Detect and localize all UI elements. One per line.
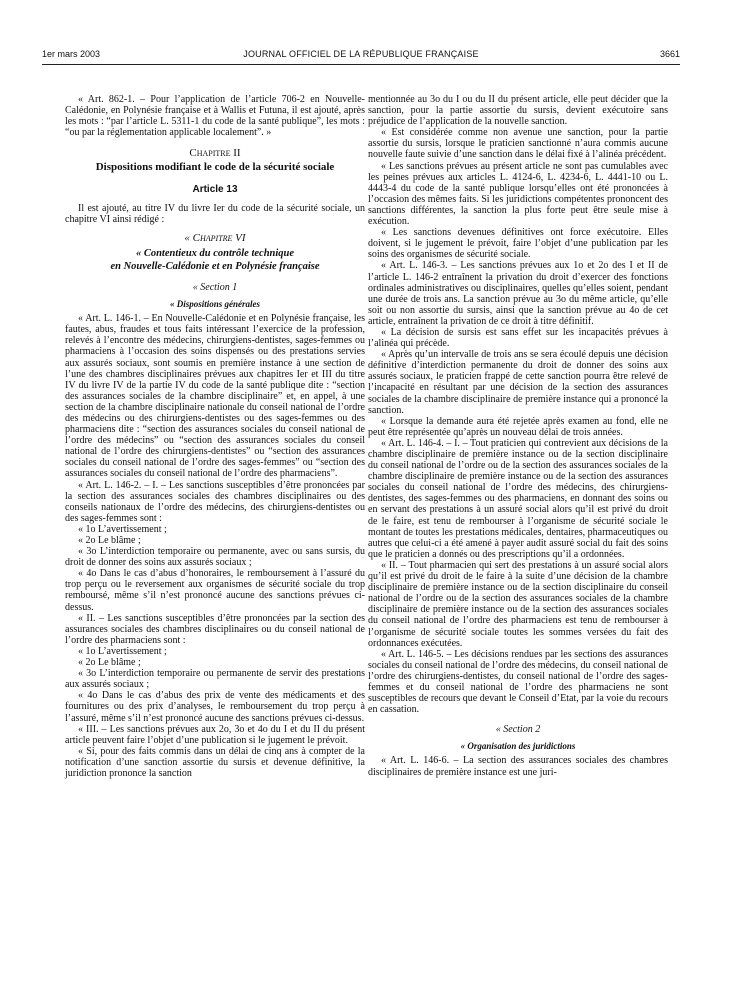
article-heading: Article 13 — [192, 183, 238, 195]
paragraph-art-l146-2: « Art. L. 146-2. – I. – Les sanctions susceptibles d’être prononcées par la section des assurances sociales des chambres disciplinaires ou des conseils nationaux de l’ordre des médecins, des chirurgiens-dentistes ou des sages-femmes sont : — [65, 479, 365, 524]
paragraph-si: « Si, pour des faits commis dans un délai de cinq ans à compter de la notification d’une sanction assortie du sursis et devenue définitive, la juridiction prononce la sanction — [65, 745, 365, 779]
section-2-title: « Organisation des juridictions — [460, 741, 576, 752]
paragraph-demande: « Lorsque la demande aura été rejetée après examen au fond, elle ne peut être représentée qu’après un nouveau délai de trois années. — [368, 415, 668, 438]
paragraph-art-l146-4-ii: « II. – Tout pharmacien qui sert des prestations à un assuré social alors qu’il est privé du droit de le faire à la suite d’une décision de la chambre disciplinaire de première instance ou de la section disciplinaire du conseil national de l’ordre ou de la section des assurances sociales de la chambre disciplinaire de première instance ou de la section des assurances sociales du conseil national de l’ordre des pharmaciens est tenu de rembourser à l’organisme de sécurité sociale toutes les sommes versées du fait des ordonnances exécutées. — [368, 559, 668, 649]
paragraph-art-l146-5: « Art. L. 146-5. – Les décisions rendues par les sections des assurances sociales du conseil national de l’ordre des médecins, du conseil national de l’ordre des chirurgiens-dentistes, du conseil national de l’ordre des sages-femmes et du conseil national de l’ordre des pharmaciens ne sont susceptibles de recours que devant le Conseil d’Etat, par la voie du recours en cassation. — [368, 648, 668, 716]
paragraph-art-l146-4: « Art. L. 146-4. – I. – Tout praticien qui contrevient aux décisions de la chambre disciplinaire de première instance ou de la section disciplinaire du conseil national de l’ordre ou de la section des assurances sociales de la chambre disciplinaire de première instance ou de la section des assurances sociales du conseil national de l’ordre des médecins, des chirurgiens-dentistes, des sages-femmes ou des pharmaciens, en donnant des soins ou en servant des prestations à un assuré social alors qu’il est privé du droit de le faire, est tenu de rembourser à l’organisme de sécurité sociale le montant de toutes les prestations médicales, dentaires, pharmaceutiques ou autres que celui-ci a été amené à payer audit assuré social du fait des soins que le praticien a donnés ou des prescriptions qu’il a ordonnées. — [368, 437, 668, 560]
header-date: 1er mars 2003 — [42, 49, 101, 59]
list-item: « 1o L’avertissement ; — [78, 523, 167, 535]
header-rule — [42, 64, 680, 65]
list-item: « 4o Dans le cas d’abus d’honoraires, le remboursement à l’assuré du trop perçu ou le reversement aux organismes de sécurité sociale du trop remboursé, même s’il n’est prononcé aucune des sanctions prévues ci-dessus. — [65, 568, 365, 613]
paragraph-art-l146-3: « Art. L. 146-3. – Les sanctions prévues aux 1o et 2o des I et II de l’article L. 146-2 entraînent la privation du droit d’exercer des fonctions ordinales administratives ou disciplinaires, quelles qu’elles soient, pendant une durée de trois ans. La sanction prévue au 3o du même article, qu’elle soit ou non assortie du sursis, ainsi que la sanction prévue au 4o de cet article, entraînent la privation de ce droit à titre définitif. — [368, 260, 668, 327]
chapitre-vi-title-line-1: « Contentieux du contrôle technique — [135, 247, 295, 259]
list-item: « 4o Dans le cas d’abus des prix de vente des médicaments et des fournitures ou des prix d’analyses, le remboursement du trop perçu à l’assuré, même s’il n’est prononcé aucune des sanctions prévues ci-dessus. — [65, 690, 365, 724]
section-1-title: « Dispositions générales — [169, 299, 260, 310]
paragraph-cumul: « Les sanctions prévues au présent article ne sont pas cumulables avec les peines prévues aux articles L. 4124-6, L. 4234-6, L. 4441-10 ou L. 4443-4 du code de la santé publique lorsqu’elles ont été prononcées à l’occasion des mêmes faits. Si les juridictions compétentes prononcent des sanctions différentes, la sanction la plus forte peut être seule mise à exécution. — [368, 160, 668, 228]
list-item: « 3o L’interdiction temporaire ou permanente, avec ou sans sursis, du droit de donner des soins aux assurés sociaux ; — [65, 546, 365, 569]
header-page-number: 3661 — [659, 49, 680, 59]
paragraph-sursis: « La décision de sursis est sans effet sur les incapacités prévues à l’alinéa qui précède. — [368, 326, 668, 350]
header-journal-title: JOURNAL OFFICIEL DE LA RÉPUBLIQUE FRANÇAISE — [243, 49, 479, 59]
paragraph-art-l146-6: « Art. L. 146-6. – La section des assurances sociales des chambres disciplinaires de première instance est une juri- — [368, 755, 668, 778]
list-item: « 2o Le blâme ; — [78, 657, 141, 669]
paragraph-section-ii: « II. – Les sanctions susceptibles d’être prononcées par la section des assurances sociales des chambres disciplinaires ou du conseil national de l’ordre des pharmaciens sont : — [65, 612, 365, 646]
paragraph-intervalle: « Après qu’un intervalle de trois ans se sera écoulé depuis une décision définitive d’interdiction permanente du droit de donner des soins aux assurés sociaux, le praticien frappé de cette sanction pourra être relevé de l’incapacité en résultant par une décision de la section des assurances sociales de la chambre disciplinaire de première instance qui a prononcé la sanction. — [368, 349, 668, 416]
paragraph-non-avenue: « Est considérée comme non avenue une sanction, pour la partie assortie du sursis, lorsque le praticien sanctionné n’aura commis aucune nouvelle faute suivie d’une sanction dans le délai fixé à l’alinéa précédent. — [368, 127, 668, 161]
chapter-heading: Chapitre II — [189, 147, 241, 160]
section-2-heading: « Section 2 — [495, 724, 541, 736]
list-item: « 2o Le blâme ; — [78, 535, 141, 546]
list-item: « 3o L’interdiction temporaire ou permanente de servir des prestations aux assurés sociaux ; — [65, 668, 365, 691]
left-column — [65, 94, 365, 779]
list-item: « 1o L’avertissement ; — [78, 645, 167, 657]
paragraph-force-executoire: « Les sanctions devenues définitives ont force exécutoire. Elles doivent, si le jugement le prévoit, faire l’objet d’une publication par les soins des organismes de sécurité sociale. — [368, 227, 668, 261]
chapitre-vi-heading: « Chapitre VI — [184, 231, 246, 244]
chapter-title: Dispositions modifiant le code de la sécurité sociale — [95, 161, 335, 174]
paragraph-section-iii: « III. – Les sanctions prévues aux 2o, 3o et 4o du I et du II du présent article peuvent faire l’objet d’une publication si le jugement le prévoit. — [65, 723, 365, 746]
section-1-heading: « Section 1 — [192, 281, 238, 293]
page-header — [42, 49, 680, 63]
paragraph-continuation: mentionnée au 3o du I ou du II du présent article, elle peut décider que la sanction, pour la partie assortie du sursis, devient exécutoire sans préjudice de l’application de la nouvelle sanction. — [368, 94, 668, 128]
chapitre-vi-title-line-2: en Nouvelle-Calédonie et en Polynésie française — [110, 260, 320, 272]
paragraph-intro: Il est ajouté, au titre IV du livre Ier du code de la sécurité sociale, un chapitre VI ainsi rédigé : — [65, 202, 365, 225]
right-column — [368, 94, 668, 778]
paragraph-art-l146-1: « Art. L. 146-1. – En Nouvelle-Calédonie et en Polynésie française, les fautes, abus, fraudes et tous faits intéressant l’exercice de la profession, relevés à l’encontre des médecins, chirurgiens-dentistes, sages-femmes ou pharmaciens à l’occasion des soins dispensés ou des prestations servies aux assurés sociaux, sont soumis en première instance à une section de l’une des chambres disciplinaires prévues aux chapitres Ier et III du titre IV du livre IV de la partie IV du code de la santé publique dite : “section des assurances sociales de la chambre disciplinaire” et, en appel, à une section de la chambre disciplinaire nationale du conseil national de l’ordre des médecins ou des chirurgiens-dentistes ou des sages-femmes ou des pharmaciens dite : “section des assurances sociales du conseil national de l’ordre des médecins” ou “section des assurances sociales du conseil national de l’ordre des chirurgiens-dentistes” ou “section des assurances sociales du conseil national de l’ordre des sages-femmes” ou “section des assurances sociales du conseil national de l’ordre des pharmaciens”. — [65, 313, 365, 480]
paragraph-art-862-1: « Art. 862-1. – Pour l’application de l’article 706-2 en Nouvelle-Calédonie, en Polynésie française et à Wallis et Futuna, il est ajouté, après les mots : “par l’article L. 5311-1 du code de la santé publique”, les mots : “ou par la réglementation applicable localement”. » — [65, 94, 365, 139]
